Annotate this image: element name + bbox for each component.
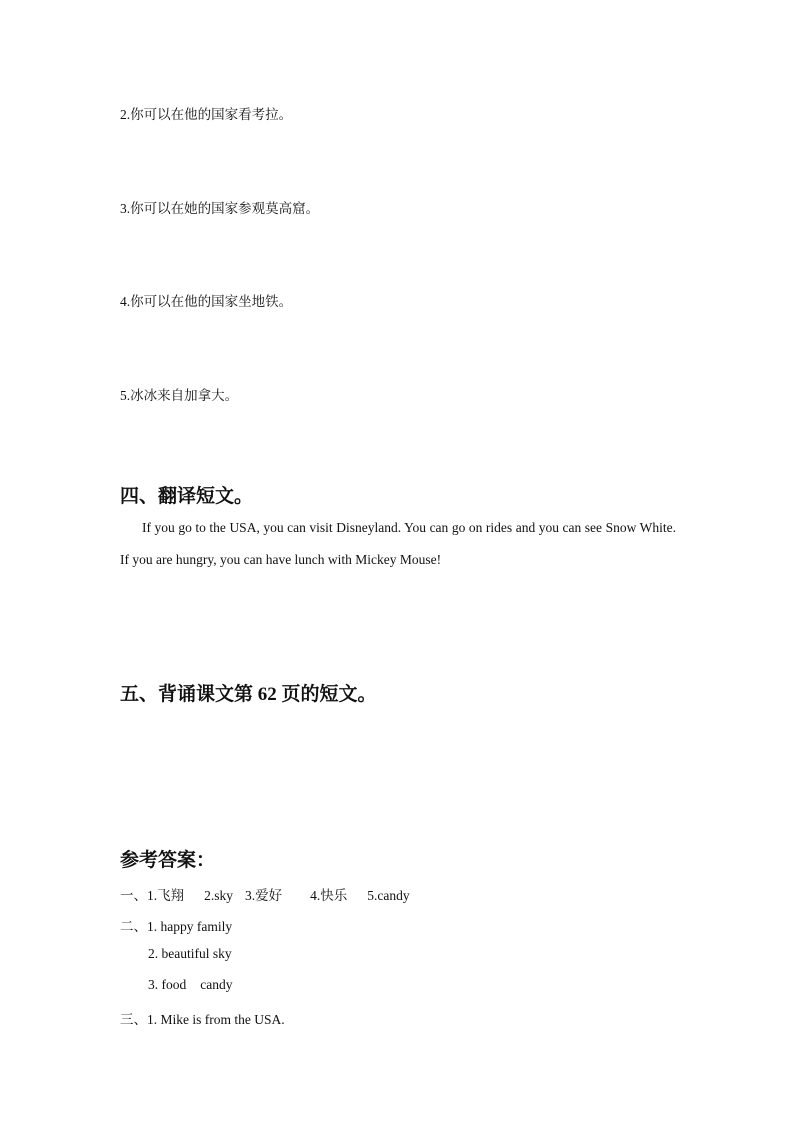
answer-item: 3.爱好 (245, 888, 283, 903)
answer-item: 2.sky (204, 888, 234, 903)
section-heading: 五、背诵课文第 62 页的短文。 (120, 684, 377, 705)
answer-row-3 (120, 1008, 285, 1028)
exercise-item: 5.冰冰来自加拿大。 (120, 388, 239, 403)
answer-item: 1. Mike is from the USA. (147, 1012, 285, 1027)
answer-row-2-line-3 (148, 977, 232, 993)
answer-item: 1. happy family (147, 919, 233, 934)
translation-passage: If you go to the USA, you can visit Disneyland. You can go on rides and you can see Snow White. If you are hungry, you can have lunch with Mickey Mouse! (120, 520, 676, 567)
answer-item: 4.快乐 (310, 888, 348, 903)
answer-row-2 (120, 915, 232, 935)
answer-item: 1.飞翔 (147, 888, 185, 903)
answers-heading: 参考答案： (120, 850, 216, 871)
answer-row-1 (120, 884, 410, 904)
answer-item: 2. beautiful sky (148, 946, 232, 961)
exercise-item: 3.你可以在她的国家参观莫高窟。 (120, 201, 320, 216)
section-heading: 四、翻译短文。 (120, 486, 254, 507)
answer-label: 三、 (120, 1012, 147, 1027)
answer-row-2-line-2 (148, 946, 232, 962)
answer-item: 3. food (148, 977, 187, 992)
answer-item: candy (200, 977, 233, 992)
exercise-item: 4.你可以在他的国家坐地铁。 (120, 294, 293, 309)
exercise-item: 2.你可以在他的国家看考拉。 (120, 107, 293, 122)
answer-label: 一、 (120, 888, 147, 903)
answer-item: 5.candy (367, 888, 410, 903)
answer-label: 二、 (120, 919, 147, 934)
